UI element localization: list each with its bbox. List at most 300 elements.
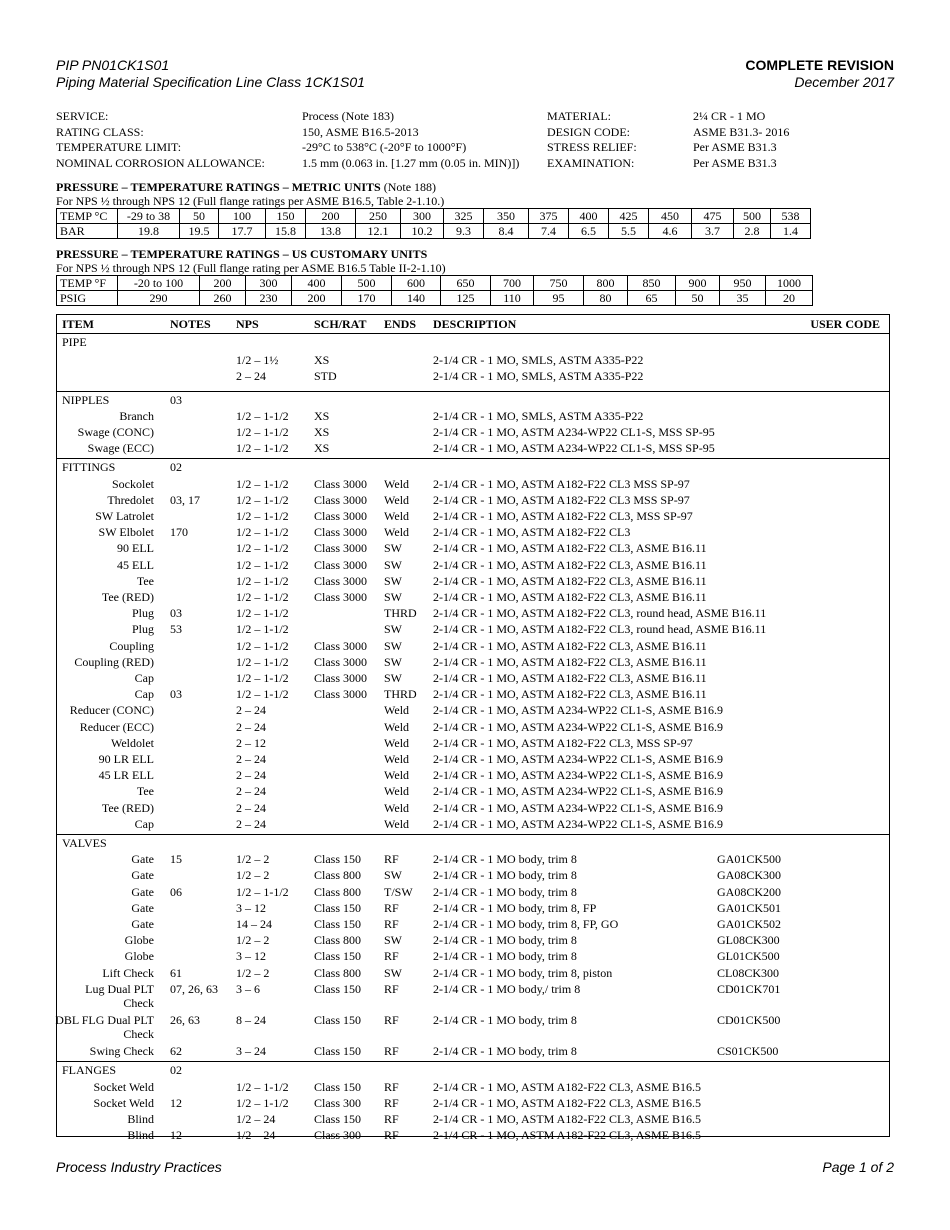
rating-cell: 20 xyxy=(766,291,813,306)
item-ends: SW xyxy=(384,868,402,883)
item-description: 2-1/4 CR - 1 MO, ASTM A182-F22 CL3, ASME B16.5 xyxy=(433,1128,702,1143)
item-user-code: GL08CK300 xyxy=(717,933,780,948)
item-ends: Weld xyxy=(384,735,410,750)
meta-label: EXAMINATION: xyxy=(547,155,635,170)
us-title-bold: PRESSURE – TEMPERATURE RATINGS – US CUSTOMARY UNITS xyxy=(56,247,428,261)
header-divider xyxy=(57,333,889,334)
document-header-right xyxy=(745,57,894,91)
rating-cell: 12.1 xyxy=(356,224,401,239)
rating-cell: 300 xyxy=(401,209,444,224)
item-name: Reducer (ECC) xyxy=(79,719,154,734)
us-ratings-table xyxy=(56,275,813,306)
item-ends: SW xyxy=(384,671,402,685)
item-ends: T/SW xyxy=(384,884,413,899)
item-nps: 3 – 6 xyxy=(236,981,260,996)
item-ends: SW xyxy=(384,573,402,588)
rating-cell: 35 xyxy=(720,291,766,306)
item-ends: Weld xyxy=(384,719,410,734)
item-sch-rat: XS xyxy=(314,353,330,368)
doc-title: Piping Material Specification Line Class 1CK1S01 xyxy=(56,74,365,90)
item-ends: Weld xyxy=(384,752,410,766)
meta-value: ASME B31.3- 2016 xyxy=(693,124,790,139)
item-name: Gate xyxy=(131,884,154,899)
item-description: 2-1/4 CR - 1 MO, ASTM A182-F22 CL3, round head, ASME B16.11 xyxy=(433,622,767,637)
item-name: Swage (ECC) xyxy=(87,441,154,456)
item-sch-rat: Class 3000 xyxy=(314,573,368,588)
rating-cell: 4.6 xyxy=(649,224,692,239)
us-pressure-row xyxy=(57,291,813,306)
item-nps: 2 – 24 xyxy=(236,719,266,734)
item-sch-rat: Class 3000 xyxy=(314,671,368,685)
item-nps: 1/2 – 1-1/2 xyxy=(236,525,289,540)
item-ends: RF xyxy=(384,1079,399,1094)
rating-cell: 150 xyxy=(266,209,306,224)
revision-date: December 2017 xyxy=(794,74,894,90)
item-description: 2-1/4 CR - 1 MO body, trim 8 xyxy=(433,884,577,899)
section-label: NIPPLES xyxy=(62,392,110,407)
item-name: Cap xyxy=(134,687,154,702)
rating-cell: 9.3 xyxy=(444,224,484,239)
rating-cell: 1000 xyxy=(766,276,813,291)
item-name: Lug Dual PLT Check xyxy=(85,981,154,1010)
item-sch-rat: Class 150 xyxy=(314,1013,362,1027)
item-description: 2-1/4 CR - 1 MO, ASTM A182-F22 CL3, round head, ASME B16.11 xyxy=(433,606,767,621)
item-name: Lift Check xyxy=(102,965,154,980)
item-name: Globe xyxy=(124,933,154,948)
meta-label: NOMINAL CORROSION ALLOWANCE: xyxy=(56,155,265,170)
rating-cell: 450 xyxy=(649,209,692,224)
meta-label: SERVICE: xyxy=(56,109,109,123)
metric-ratings-title xyxy=(56,180,436,194)
item-nps: 2 – 24 xyxy=(236,784,266,799)
item-sch-rat: XS xyxy=(314,441,330,456)
item-sch-rat: STD xyxy=(314,369,337,384)
item-name: Gate xyxy=(131,868,154,883)
item-name: Plug xyxy=(131,606,154,621)
item-description: 2-1/4 CR - 1 MO, ASTM A182-F22 CL3 xyxy=(433,525,631,540)
item-description: 2-1/4 CR - 1 MO, ASTM A182-F22 CL3, ASME B16.11 xyxy=(433,638,707,653)
meta-label: DESIGN CODE: xyxy=(547,124,630,139)
item-sch-rat: Class 800 xyxy=(314,884,362,899)
rating-cell: 900 xyxy=(676,276,720,291)
item-notes: 03 xyxy=(170,687,182,702)
rating-cell: 600 xyxy=(392,276,441,291)
item-nps: 2 – 24 xyxy=(236,816,266,831)
item-ends: RF xyxy=(384,1013,399,1027)
item-nps: 1/2 – 1-1/2 xyxy=(236,492,289,507)
item-nps: 1/2 – 1-1/2 xyxy=(236,509,289,523)
item-description: 2-1/4 CR - 1 MO body, trim 8 xyxy=(433,933,577,948)
rating-cell: 13.8 xyxy=(306,224,356,239)
metric-title-note: (Note 188) xyxy=(380,180,437,194)
rating-row-label: TEMP °C xyxy=(57,209,118,224)
meta-value: Per ASME B31.3 xyxy=(693,155,777,170)
header-ends: ENDS xyxy=(384,317,417,331)
item-ends: SW xyxy=(384,654,402,669)
item-ends: RF xyxy=(384,1128,399,1143)
rating-cell: 700 xyxy=(491,276,534,291)
footer-org: Process Industry Practices xyxy=(56,1159,222,1175)
rating-cell: 110 xyxy=(491,291,534,306)
item-sch-rat: Class 150 xyxy=(314,852,362,867)
item-description: 2-1/4 CR - 1 MO, SMLS, ASTM A335-P22 xyxy=(433,369,644,384)
item-nps: 1/2 – 1-1/2 xyxy=(236,476,289,491)
meta-value: 1.5 mm (0.063 in. [1.27 mm (0.05 in. MIN)]) xyxy=(302,155,520,170)
item-nps: 8 – 24 xyxy=(236,1013,266,1027)
item-description: 2-1/4 CR - 1 MO, ASTM A182-F22 CL3, ASME B16.11 xyxy=(433,590,707,604)
header-item: ITEM xyxy=(62,317,95,331)
rating-cell: 538 xyxy=(771,209,811,224)
item-nps: 2 – 24 xyxy=(236,752,266,766)
item-sch-rat: Class 300 xyxy=(314,1095,362,1110)
item-nps: 1/2 – 1½ xyxy=(236,353,279,368)
document-header-left xyxy=(56,57,365,91)
item-ends: RF xyxy=(384,981,399,996)
item-name: SW Elbolet xyxy=(98,525,154,540)
rating-cell: 80 xyxy=(584,291,628,306)
item-nps: 1/2 – 24 xyxy=(236,1112,276,1126)
header-description: DESCRIPTION xyxy=(433,317,517,331)
item-notes: 61 xyxy=(170,965,182,980)
item-nps: 1/2 – 24 xyxy=(236,1128,276,1143)
item-ends: Weld xyxy=(384,784,410,799)
item-sch-rat: Class 800 xyxy=(314,965,362,980)
item-ends: Weld xyxy=(384,525,410,540)
rating-cell: 2.8 xyxy=(734,224,771,239)
rating-cell: 325 xyxy=(444,209,484,224)
item-nps: 2 – 24 xyxy=(236,800,266,815)
meta-label: MATERIAL: xyxy=(547,109,611,123)
item-ends: RF xyxy=(384,917,399,931)
item-ends: Weld xyxy=(384,492,410,507)
header-sch-rat: SCH/RAT xyxy=(314,317,367,331)
rating-row-label: BAR xyxy=(57,224,118,239)
item-sch-rat: Class 150 xyxy=(314,917,362,931)
rating-cell: -29 to 38 xyxy=(118,209,180,224)
item-description: 2-1/4 CR - 1 MO, ASTM A182-F22 CL3, ASME B16.11 xyxy=(433,687,707,702)
item-description: 2-1/4 CR - 1 MO, ASTM A234-WP22 CL1-S, ASME B16.9 xyxy=(433,703,724,718)
item-name: 90 ELL xyxy=(117,541,154,556)
section-notes: 03 xyxy=(170,392,182,407)
item-name: Swage (CONC) xyxy=(77,425,154,439)
rating-cell: 65 xyxy=(628,291,676,306)
meta-right-values xyxy=(693,109,789,171)
rating-cell: 100 xyxy=(219,209,266,224)
metric-temp-row xyxy=(57,209,811,224)
item-notes: 12 xyxy=(170,1128,182,1143)
item-nps: 1/2 – 2 xyxy=(236,868,270,883)
item-description: 2-1/4 CR - 1 MO body, trim 8 xyxy=(433,949,577,964)
item-ends: SW xyxy=(384,590,402,604)
rating-cell: 750 xyxy=(534,276,584,291)
rating-cell: 8.4 xyxy=(484,224,529,239)
rating-cell: 290 xyxy=(118,291,200,306)
item-notes: 26, 63 xyxy=(170,1013,200,1027)
item-nps: 1/2 – 1-1/2 xyxy=(236,671,289,685)
item-description: 2-1/4 CR - 1 MO, ASTM A182-F22 CL3 MSS SP-97 xyxy=(433,492,690,507)
item-ends: Weld xyxy=(384,768,410,783)
item-ends: RF xyxy=(384,949,399,964)
item-name: Swing Check xyxy=(89,1044,154,1059)
rating-cell: 19.5 xyxy=(180,224,219,239)
rating-cell: 10.2 xyxy=(401,224,444,239)
item-name: Coupling xyxy=(109,638,154,653)
doc-id: PIP PN01CK1S01 xyxy=(56,57,170,73)
item-notes: 07, 26, 63 xyxy=(170,981,218,996)
metric-ratings-subtitle: For NPS ½ through NPS 12 (Full flange ratings per ASME B16.5, Table 2-1.10.) xyxy=(56,194,445,208)
item-nps: 1/2 – 1-1/2 xyxy=(236,884,289,899)
revision-label: COMPLETE REVISION xyxy=(745,57,894,73)
item-sch-rat: Class 150 xyxy=(314,1112,362,1126)
item-nps: 1/2 – 1-1/2 xyxy=(236,441,289,456)
item-sch-rat: Class 800 xyxy=(314,933,362,948)
item-sch-rat: Class 3000 xyxy=(314,476,368,491)
rating-cell: 375 xyxy=(529,209,569,224)
item-sch-rat: XS xyxy=(314,425,330,439)
item-description: 2-1/4 CR - 1 MO body, trim 8 xyxy=(433,1013,577,1027)
item-user-code: GA01CK501 xyxy=(717,900,782,915)
item-sch-rat: Class 3000 xyxy=(314,492,368,507)
rating-cell: 6.5 xyxy=(569,224,609,239)
item-user-code: GA08CK200 xyxy=(717,884,782,899)
item-description: 2-1/4 CR - 1 MO, SMLS, ASTM A335-P22 xyxy=(433,353,644,368)
item-nps: 1/2 – 1-1/2 xyxy=(236,541,289,556)
rating-cell: 260 xyxy=(200,291,246,306)
item-name: Cap xyxy=(134,816,154,831)
item-name: DBL FLG Dual PLT Check xyxy=(55,1013,154,1041)
rating-cell: 200 xyxy=(292,291,342,306)
rating-cell: 1.4 xyxy=(771,224,811,239)
us-ratings-subtitle: For NPS ½ through NPS 12 (Full flange rating per ASME B16.5 Table II-2-1.10) xyxy=(56,261,446,275)
item-nps: 1/2 – 1-1/2 xyxy=(236,1095,289,1110)
metric-ratings-table xyxy=(56,208,811,239)
meta-right-labels xyxy=(547,109,637,171)
item-name: Plug xyxy=(131,622,154,637)
item-description: 2-1/4 CR - 1 MO, ASTM A182-F22 CL3, ASME B16.11 xyxy=(433,573,707,588)
item-user-code: CD01CK701 xyxy=(717,981,781,996)
item-name: Tee (RED) xyxy=(101,590,154,604)
item-nps: 1/2 – 2 xyxy=(236,965,270,980)
section-label: FITTINGS xyxy=(62,460,116,475)
item-name: Gate xyxy=(131,852,154,867)
item-sch-rat: Class 3000 xyxy=(314,509,368,523)
item-description: 2-1/4 CR - 1 MO, ASTM A234-WP22 CL1-S, MSS SP-95 xyxy=(433,441,715,456)
item-nps: 2 – 24 xyxy=(236,369,266,384)
item-name: Blind xyxy=(127,1128,154,1143)
rating-cell: -20 to 100 xyxy=(118,276,200,291)
item-nps: 1/2 – 1-1/2 xyxy=(236,425,289,439)
item-ends: SW xyxy=(384,622,402,637)
item-sch-rat: Class 150 xyxy=(314,1044,362,1059)
item-name: Weldolet xyxy=(110,735,154,750)
us-temp-row xyxy=(57,276,813,291)
item-ends: SW xyxy=(384,965,402,980)
rating-cell: 400 xyxy=(569,209,609,224)
rating-cell: 650 xyxy=(441,276,491,291)
rating-cell: 350 xyxy=(484,209,529,224)
section-divider xyxy=(57,834,889,835)
item-description: 2-1/4 CR - 1 MO, ASTM A182-F22 CL3, ASME B16.5 xyxy=(433,1095,702,1110)
item-description: 2-1/4 CR - 1 MO, ASTM A182-F22 CL3, ASME B16.11 xyxy=(433,654,707,669)
item-sch-rat: Class 800 xyxy=(314,868,362,883)
meta-value: 150, ASME B16.5-2013 xyxy=(302,124,419,139)
item-name: SW Latrolet xyxy=(95,509,154,523)
item-nps: 2 – 24 xyxy=(236,768,266,783)
item-description: 2-1/4 CR - 1 MO, SMLS, ASTM A335-P22 xyxy=(433,408,644,423)
item-nps: 3 – 24 xyxy=(236,1044,266,1059)
item-notes: 53 xyxy=(170,622,182,637)
item-ends: Weld xyxy=(384,476,410,491)
section-notes: 02 xyxy=(170,460,182,475)
item-description: 2-1/4 CR - 1 MO, ASTM A182-F22 CL3, ASME B16.5 xyxy=(433,1079,702,1094)
item-ends: RF xyxy=(384,852,399,867)
item-description: 2-1/4 CR - 1 MO body, trim 8, FP xyxy=(433,900,597,915)
section-divider xyxy=(57,1061,889,1062)
meta-label: RATING CLASS: xyxy=(56,124,144,139)
item-sch-rat: Class 3000 xyxy=(314,525,368,540)
item-sch-rat: Class 3000 xyxy=(314,638,368,653)
rating-cell: 50 xyxy=(180,209,219,224)
rating-cell: 500 xyxy=(734,209,771,224)
rating-cell: 200 xyxy=(306,209,356,224)
item-nps: 1/2 – 2 xyxy=(236,852,270,867)
item-nps: 1/2 – 1-1/2 xyxy=(236,590,289,604)
item-description: 2-1/4 CR - 1 MO body, trim 8 xyxy=(433,868,577,883)
item-description: 2-1/4 CR - 1 MO, ASTM A234-WP22 CL1-S, ASME B16.9 xyxy=(433,768,724,783)
header-user-code: USER CODE xyxy=(810,317,880,331)
item-notes: 06 xyxy=(170,884,182,899)
footer-page-number: Page 1 of 2 xyxy=(822,1159,894,1175)
meta-label: STRESS RELIEF: xyxy=(547,140,637,154)
item-notes: 03 xyxy=(170,606,182,621)
item-ends: SW xyxy=(384,638,402,653)
item-name: Cap xyxy=(134,671,154,685)
item-nps: 1/2 – 1-1/2 xyxy=(236,638,289,653)
meta-value: Process (Note 183) xyxy=(302,109,394,123)
item-sch-rat: Class 3000 xyxy=(314,687,368,702)
item-user-code: GA08CK300 xyxy=(717,868,782,883)
item-sch-rat: Class 150 xyxy=(314,900,362,915)
rating-row-label: TEMP °F xyxy=(57,276,118,291)
rating-cell: 7.4 xyxy=(529,224,569,239)
meta-value: 2¼ CR - 1 MO xyxy=(693,109,766,123)
header-nps: NPS xyxy=(236,317,259,331)
section-notes: 02 xyxy=(170,1063,182,1078)
rating-cell: 950 xyxy=(720,276,766,291)
rating-cell: 95 xyxy=(534,291,584,306)
metric-pressure-row xyxy=(57,224,811,239)
item-nps: 14 – 24 xyxy=(236,917,272,931)
section-label: VALVES xyxy=(62,836,107,850)
item-name: 45 LR ELL xyxy=(98,768,154,783)
rating-cell: 475 xyxy=(692,209,734,224)
item-nps: 1/2 – 1-1/2 xyxy=(236,606,289,621)
item-ends: SW xyxy=(384,933,402,948)
item-nps: 1/2 – 1-1/2 xyxy=(236,654,289,669)
item-description: 2-1/4 CR - 1 MO, ASTM A182-F22 CL3, ASME B16.11 xyxy=(433,557,707,572)
item-description: 2-1/4 CR - 1 MO, ASTM A182-F22 CL3, ASME B16.5 xyxy=(433,1112,702,1126)
item-description: 2-1/4 CR - 1 MO body, trim 8, FP, GO xyxy=(433,917,619,931)
rating-cell: 200 xyxy=(200,276,246,291)
item-sch-rat: Class 150 xyxy=(314,1079,362,1094)
item-nps: 1/2 – 1-1/2 xyxy=(236,1079,289,1094)
item-ends: RF xyxy=(384,1044,399,1059)
item-nps: 1/2 – 2 xyxy=(236,933,270,948)
rating-cell: 17.7 xyxy=(219,224,266,239)
item-user-code: GL01CK500 xyxy=(717,949,780,964)
item-name: Globe xyxy=(124,949,154,964)
section-divider xyxy=(57,458,889,459)
item-ends: SW xyxy=(384,541,402,556)
item-description: 2-1/4 CR - 1 MO, ASTM A182-F22 CL3, MSS SP-97 xyxy=(433,509,693,523)
item-name: Socket Weld xyxy=(93,1079,154,1094)
item-user-code: GA01CK500 xyxy=(717,852,782,867)
item-ends: RF xyxy=(384,1112,399,1126)
item-nps: 3 – 12 xyxy=(236,949,266,964)
meta-value: Per ASME B31.3 xyxy=(693,140,777,154)
item-sch-rat: Class 300 xyxy=(314,1128,362,1143)
rating-cell: 3.7 xyxy=(692,224,734,239)
item-description: 2-1/4 CR - 1 MO, ASTM A182-F22 CL3, ASME B16.11 xyxy=(433,671,707,685)
item-user-code: CD01CK500 xyxy=(717,1013,781,1027)
item-nps: 2 – 12 xyxy=(236,735,266,750)
item-notes: 03, 17 xyxy=(170,492,200,507)
item-name: Reducer (CONC) xyxy=(69,703,154,718)
item-description: 2-1/4 CR - 1 MO body, trim 8 xyxy=(433,1044,577,1059)
item-description: 2-1/4 CR - 1 MO, ASTM A182-F22 CL3 MSS SP-97 xyxy=(433,476,690,491)
rating-cell: 800 xyxy=(584,276,628,291)
meta-left-values xyxy=(302,109,519,171)
item-description: 2-1/4 CR - 1 MO body, trim 8, piston xyxy=(433,965,613,980)
item-description: 2-1/4 CR - 1 MO body,/ trim 8 xyxy=(433,981,581,996)
item-nps: 2 – 24 xyxy=(236,703,266,718)
item-nps: 3 – 12 xyxy=(236,900,266,915)
rating-cell: 140 xyxy=(392,291,441,306)
item-user-code: CS01CK500 xyxy=(717,1044,779,1059)
item-notes: 62 xyxy=(170,1044,182,1059)
meta-value: -29°C to 538°C (-20°F to 1000°F) xyxy=(302,140,467,154)
meta-label: TEMPERATURE LIMIT: xyxy=(56,140,182,154)
rating-cell: 19.8 xyxy=(118,224,180,239)
item-name: Gate xyxy=(131,917,154,931)
section-label: FLANGES xyxy=(62,1063,117,1078)
item-name: Thredolet xyxy=(107,492,154,507)
item-ends: Weld xyxy=(384,703,410,718)
rating-cell: 500 xyxy=(342,276,392,291)
rating-cell: 5.5 xyxy=(609,224,649,239)
rating-cell: 230 xyxy=(246,291,292,306)
rating-cell: 15.8 xyxy=(266,224,306,239)
item-notes: 170 xyxy=(170,525,188,540)
item-sch-rat: Class 3000 xyxy=(314,654,368,669)
item-description: 2-1/4 CR - 1 MO, ASTM A234-WP22 CL1-S, ASME B16.9 xyxy=(433,800,724,815)
material-spec-table xyxy=(55,314,890,1143)
item-name: Branch xyxy=(119,408,154,423)
item-name: Coupling (RED) xyxy=(74,654,154,669)
item-name: Sockolet xyxy=(112,476,154,491)
item-name: Socket Weld xyxy=(93,1095,154,1110)
item-user-code: GA01CK502 xyxy=(717,917,782,931)
item-name: Tee xyxy=(136,573,154,588)
item-sch-rat: Class 3000 xyxy=(314,590,368,604)
item-name: Tee (RED) xyxy=(101,800,154,815)
rating-cell: 300 xyxy=(246,276,292,291)
meta-left-labels xyxy=(56,109,265,171)
header-notes: NOTES xyxy=(170,317,211,331)
item-sch-rat: Class 3000 xyxy=(314,557,368,572)
item-description: 2-1/4 CR - 1 MO, ASTM A234-WP22 CL1-S, ASME B16.9 xyxy=(433,752,724,766)
rating-cell: 400 xyxy=(292,276,342,291)
